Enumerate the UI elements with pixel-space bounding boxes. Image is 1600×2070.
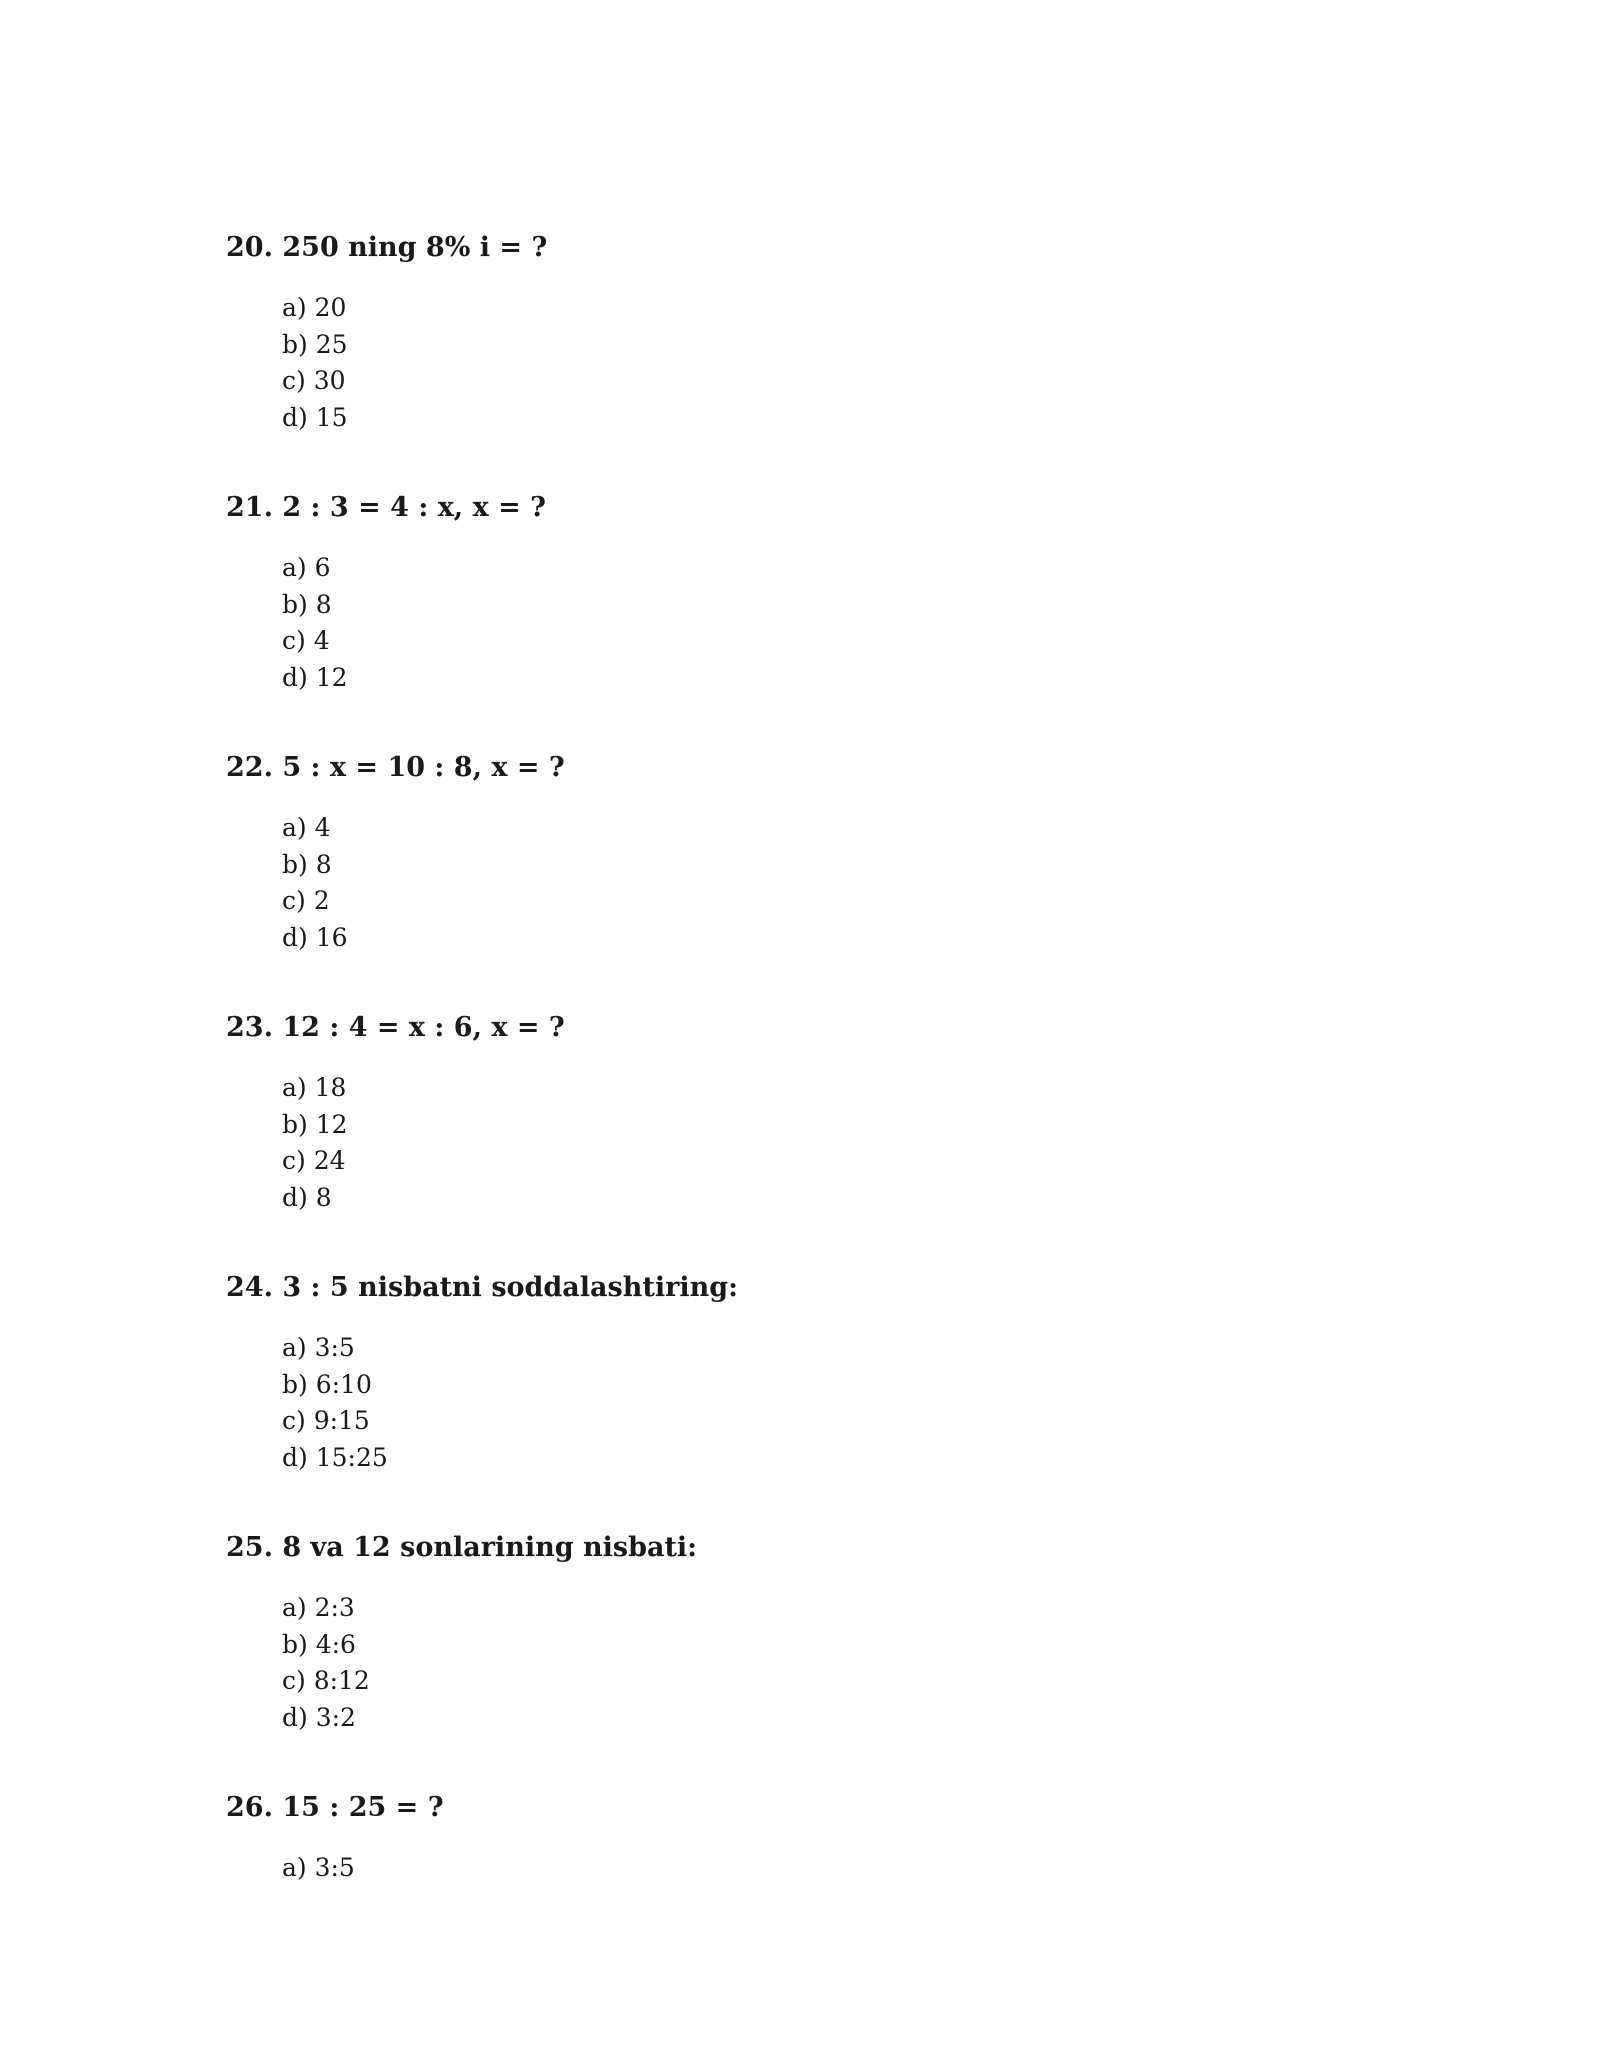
answer-option-d: d) 12 bbox=[282, 662, 348, 692]
answer-options bbox=[226, 810, 1426, 956]
answer-options bbox=[226, 1590, 1426, 1736]
question-25 bbox=[226, 1528, 1426, 1736]
answer-option-d: d) 15 bbox=[282, 402, 348, 432]
answer-options bbox=[226, 1330, 1426, 1476]
answer-option-d: d) 15:25 bbox=[282, 1442, 388, 1472]
question-title: 26. 15 : 25 = ? bbox=[226, 1792, 444, 1823]
answer-option-b: b) 8 bbox=[282, 589, 332, 619]
answer-option-c: c) 24 bbox=[282, 1146, 346, 1175]
answer-option-a: a) 3:5 bbox=[282, 1333, 355, 1362]
question-23 bbox=[226, 1008, 1426, 1216]
answer-options bbox=[226, 1850, 1426, 1887]
question-title: 20. 250 ning 8% i = ? bbox=[226, 232, 548, 263]
answer-option-a: a) 6 bbox=[282, 553, 331, 582]
question-20 bbox=[226, 228, 1426, 436]
answer-option-c: c) 9:15 bbox=[282, 1406, 370, 1435]
answer-option-d: d) 8 bbox=[282, 1182, 332, 1212]
question-title: 24. 3 : 5 nisbatni soddalashtiring: bbox=[226, 1272, 739, 1303]
answer-options bbox=[226, 290, 1426, 436]
answer-option-b: b) 12 bbox=[282, 1109, 348, 1139]
answer-option-c: c) 30 bbox=[282, 366, 346, 395]
answer-option-a: a) 20 bbox=[282, 293, 347, 322]
answer-option-b: b) 25 bbox=[282, 329, 348, 359]
answer-option-d: d) 3:2 bbox=[282, 1702, 356, 1732]
question-21 bbox=[226, 488, 1426, 696]
answer-option-a: a) 3:5 bbox=[282, 1853, 355, 1882]
question-title: 21. 2 : 3 = 4 : x, x = ? bbox=[226, 492, 546, 523]
answer-options bbox=[226, 1070, 1426, 1216]
quiz-page bbox=[226, 228, 1426, 1939]
answer-option-c: c) 8:12 bbox=[282, 1666, 370, 1695]
answer-option-a: a) 2:3 bbox=[282, 1593, 355, 1622]
answer-option-b: b) 4:6 bbox=[282, 1629, 356, 1659]
answer-option-a: a) 18 bbox=[282, 1073, 347, 1102]
answer-option-a: a) 4 bbox=[282, 813, 331, 842]
answer-option-c: c) 2 bbox=[282, 886, 330, 915]
question-title: 22. 5 : x = 10 : 8, x = ? bbox=[226, 752, 565, 783]
answer-option-c: c) 4 bbox=[282, 626, 330, 655]
answer-options bbox=[226, 550, 1426, 696]
answer-option-b: b) 6:10 bbox=[282, 1369, 372, 1399]
question-22 bbox=[226, 748, 1426, 956]
question-title: 23. 12 : 4 = x : 6, x = ? bbox=[226, 1012, 565, 1043]
question-26 bbox=[226, 1788, 1426, 1887]
question-title: 25. 8 va 12 sonlarining nisbati: bbox=[226, 1532, 698, 1563]
answer-option-d: d) 16 bbox=[282, 922, 348, 952]
question-24 bbox=[226, 1268, 1426, 1476]
answer-option-b: b) 8 bbox=[282, 849, 332, 879]
